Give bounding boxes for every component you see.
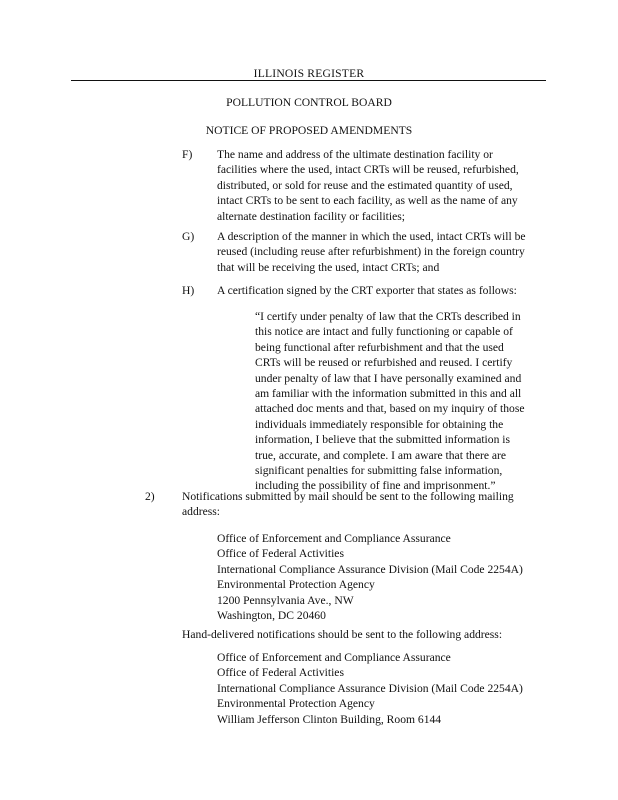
item-h-line: A certification signed by the CRT exporter that states as follows: [217,284,517,297]
item-h-label: H) [182,284,195,297]
certification-line: CRTs will be reused or refurbished and reused. I certify [255,356,513,370]
item-f-text [217,147,519,224]
mail-address-line: Office of Enforcement and Compliance Assurance [217,532,451,545]
item-f-line: The name and address of the ultimate destination facility or [217,148,493,161]
item-g-line: A description of the manner in which the used, intact CRTs will be [217,230,526,243]
hand-delivered-intro-line: Hand-delivered notifications should be sent to the following address: [182,628,503,641]
header-rule [71,80,546,81]
item-g-text [217,229,526,275]
item-f-label: F) [182,148,193,161]
certification-line: attached doc ments and that, based on my inquiry of those [255,402,525,416]
item-f-line: intact CRTs to be sent to each facility, as well as the name of any [217,194,518,208]
notice-title: NOTICE OF PROPOSED AMENDMENTS [205,124,413,137]
certification-line: including the possibility of fine and imprisonment.” [255,479,496,493]
board-title: POLLUTION CONTROL BOARD [226,96,392,109]
mail-address-line: International Compliance Assurance Division (Mail Code 2254A) [217,562,523,576]
certification-line: am familiar with the information submitted in this and all [255,387,522,401]
certification-line: information, I believe that the submitted information is [255,433,511,447]
mail-address-line: 1200 Pennsylvania Ave., NW [217,593,354,607]
mail-address-block [217,531,523,623]
certification-line: being functional after refurbishment and that the used [255,340,504,354]
item-g-line: reused (including reuse after refurbishment) in the foreign country [217,245,525,259]
section-2-line: address: [182,505,220,519]
item-f-line: facilities where the used, intact CRTs will be reused, refurbished, [217,163,519,177]
hand-address-line: Environmental Protection Agency [217,697,375,711]
item-f-line: alternate destination facility or facilities; [217,209,406,223]
hand-delivered-intro [182,627,502,642]
item-g-label: G) [182,230,195,243]
hand-address-block [217,650,523,727]
section-2-text [182,489,514,520]
hand-address-line: Office of Federal Activities [217,666,344,680]
certification-line: under penalty of law that I have personally examined and [255,371,522,385]
certification-quote [255,309,525,494]
section-2-label: 2) [145,490,155,503]
section-2-line: Notifications submitted by mail should be sent to the following mailing [182,490,514,503]
item-f-line: distributed, or sold for reuse and the estimated quantity of used, [217,178,513,192]
certification-line: “I certify under penalty of law that the CRTs described in [255,310,521,323]
certification-line: true, accurate, and complete. I am aware that there are [255,448,507,462]
item-h-text [217,283,517,298]
hand-address-line: Office of Enforcement and Compliance Assurance [217,651,451,664]
item-g-line: that will be receiving the used, intact CRTs; and [217,260,440,274]
mail-address-line: Environmental Protection Agency [217,578,375,592]
hand-address-line: William Jefferson Clinton Building, Room 6144 [217,712,442,726]
certification-line: individuals immediately responsible for obtaining the [255,417,504,431]
certification-line: this notice are intact and fully functioning or capable of [255,325,513,339]
certification-line: significant penalties for submitting false information, [255,464,503,478]
mail-address-line: Washington, DC 20460 [217,609,326,623]
register-title: ILLINOIS REGISTER [253,67,365,80]
hand-address-line: International Compliance Assurance Division (Mail Code 2254A) [217,681,523,695]
mail-address-line: Office of Federal Activities [217,547,344,561]
